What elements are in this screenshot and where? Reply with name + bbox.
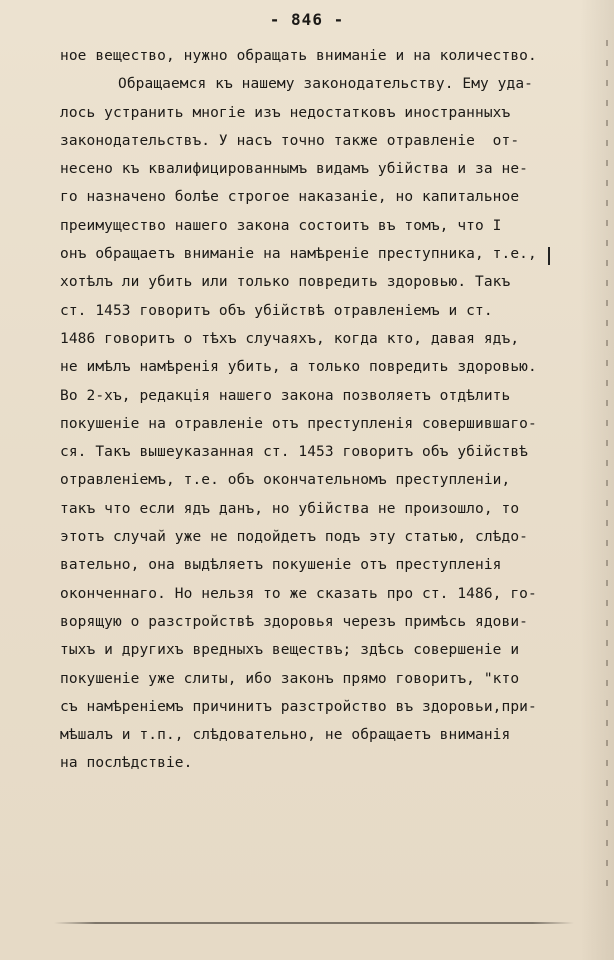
text-line: покушеніе на отравленіе отъ преступленія совершившаго- [60,415,537,432]
text-line: го назначено болѣе строгое наказаніе, но капитальное [60,189,520,206]
text-line: преимущество нашего закона состоитъ въ томъ, что I [60,217,502,234]
page-number: - 846 - [269,10,345,29]
text-line: несено къ квалифицированнымъ видамъ убійства и за не- [60,161,528,178]
text-line: ст. 1453 говоритъ объ убійствѣ отравленіемъ и ст. [60,302,493,319]
text-line: покушеніе уже слиты, ибо законъ прямо говоритъ, "кто [60,670,520,687]
page-edge-shadow [580,0,614,960]
text-line: оконченнаго. Но нельзя то же сказать про ст. 1486, го- [60,585,537,602]
text-line: лось устранить многіе изъ недостатковъ иностранныхъ [60,104,511,121]
text-line: этотъ случай уже не подойдетъ подъ эту статью, слѣдо- [60,529,528,546]
text-line: на послѣдствіе. [60,755,193,772]
typewritten-text-block [60,42,580,778]
text-line: вательно, она выдѣляетъ покушеніе отъ преступленія [60,557,502,574]
text-line: 1486 говоритъ о тѣхъ случаяхъ, когда кто, давая ядъ, [60,330,520,347]
text-line: мѣшалъ и т.п., слѣдовательно, не обращаетъ вниманія [60,727,511,744]
text-line: Обращаемся къ нашему законодательству. Ему уда- [118,76,533,93]
page-edge-marks [606,40,608,900]
margin-mark [548,247,550,265]
text-line: не имѣлъ намѣренія убить, а только повредить здоровью. [60,359,537,376]
text-line: хотѣлъ ли убить или только повредить здоровью. Такъ [60,274,511,291]
text-line: ное вещество, нужно обращать вниманіе и на количество. [60,48,537,64]
text-line: тыхъ и другихъ вредныхъ веществъ; здѣсь совершеніе и [60,642,520,659]
text-line: Во 2-хъ, редакція нашего закона позволяетъ отдѣлить [60,387,511,404]
text-line: ся. Такъ вышеуказанная ст. 1453 говоритъ объ убійствѣ [60,444,528,461]
text-line: отравленіемъ, т.е. объ окончательномъ преступленіи, [60,472,511,489]
text-line: такъ что если ядъ данъ, но убійства не произошло, то [60,500,520,517]
text-line: онъ обращаетъ вниманіе на намѣреніе преступника, т.е., [60,246,537,263]
text-line: съ намѣреніемъ причинитъ разстройство въ здоровьи,при- [60,698,537,715]
bottom-rule-line [54,922,574,924]
text-line: законодательствъ. У насъ точно также отравленіе от- [60,132,520,149]
text-line: ворящую о разстройствѣ здоровья черезъ примѣсь ядови- [60,613,528,630]
